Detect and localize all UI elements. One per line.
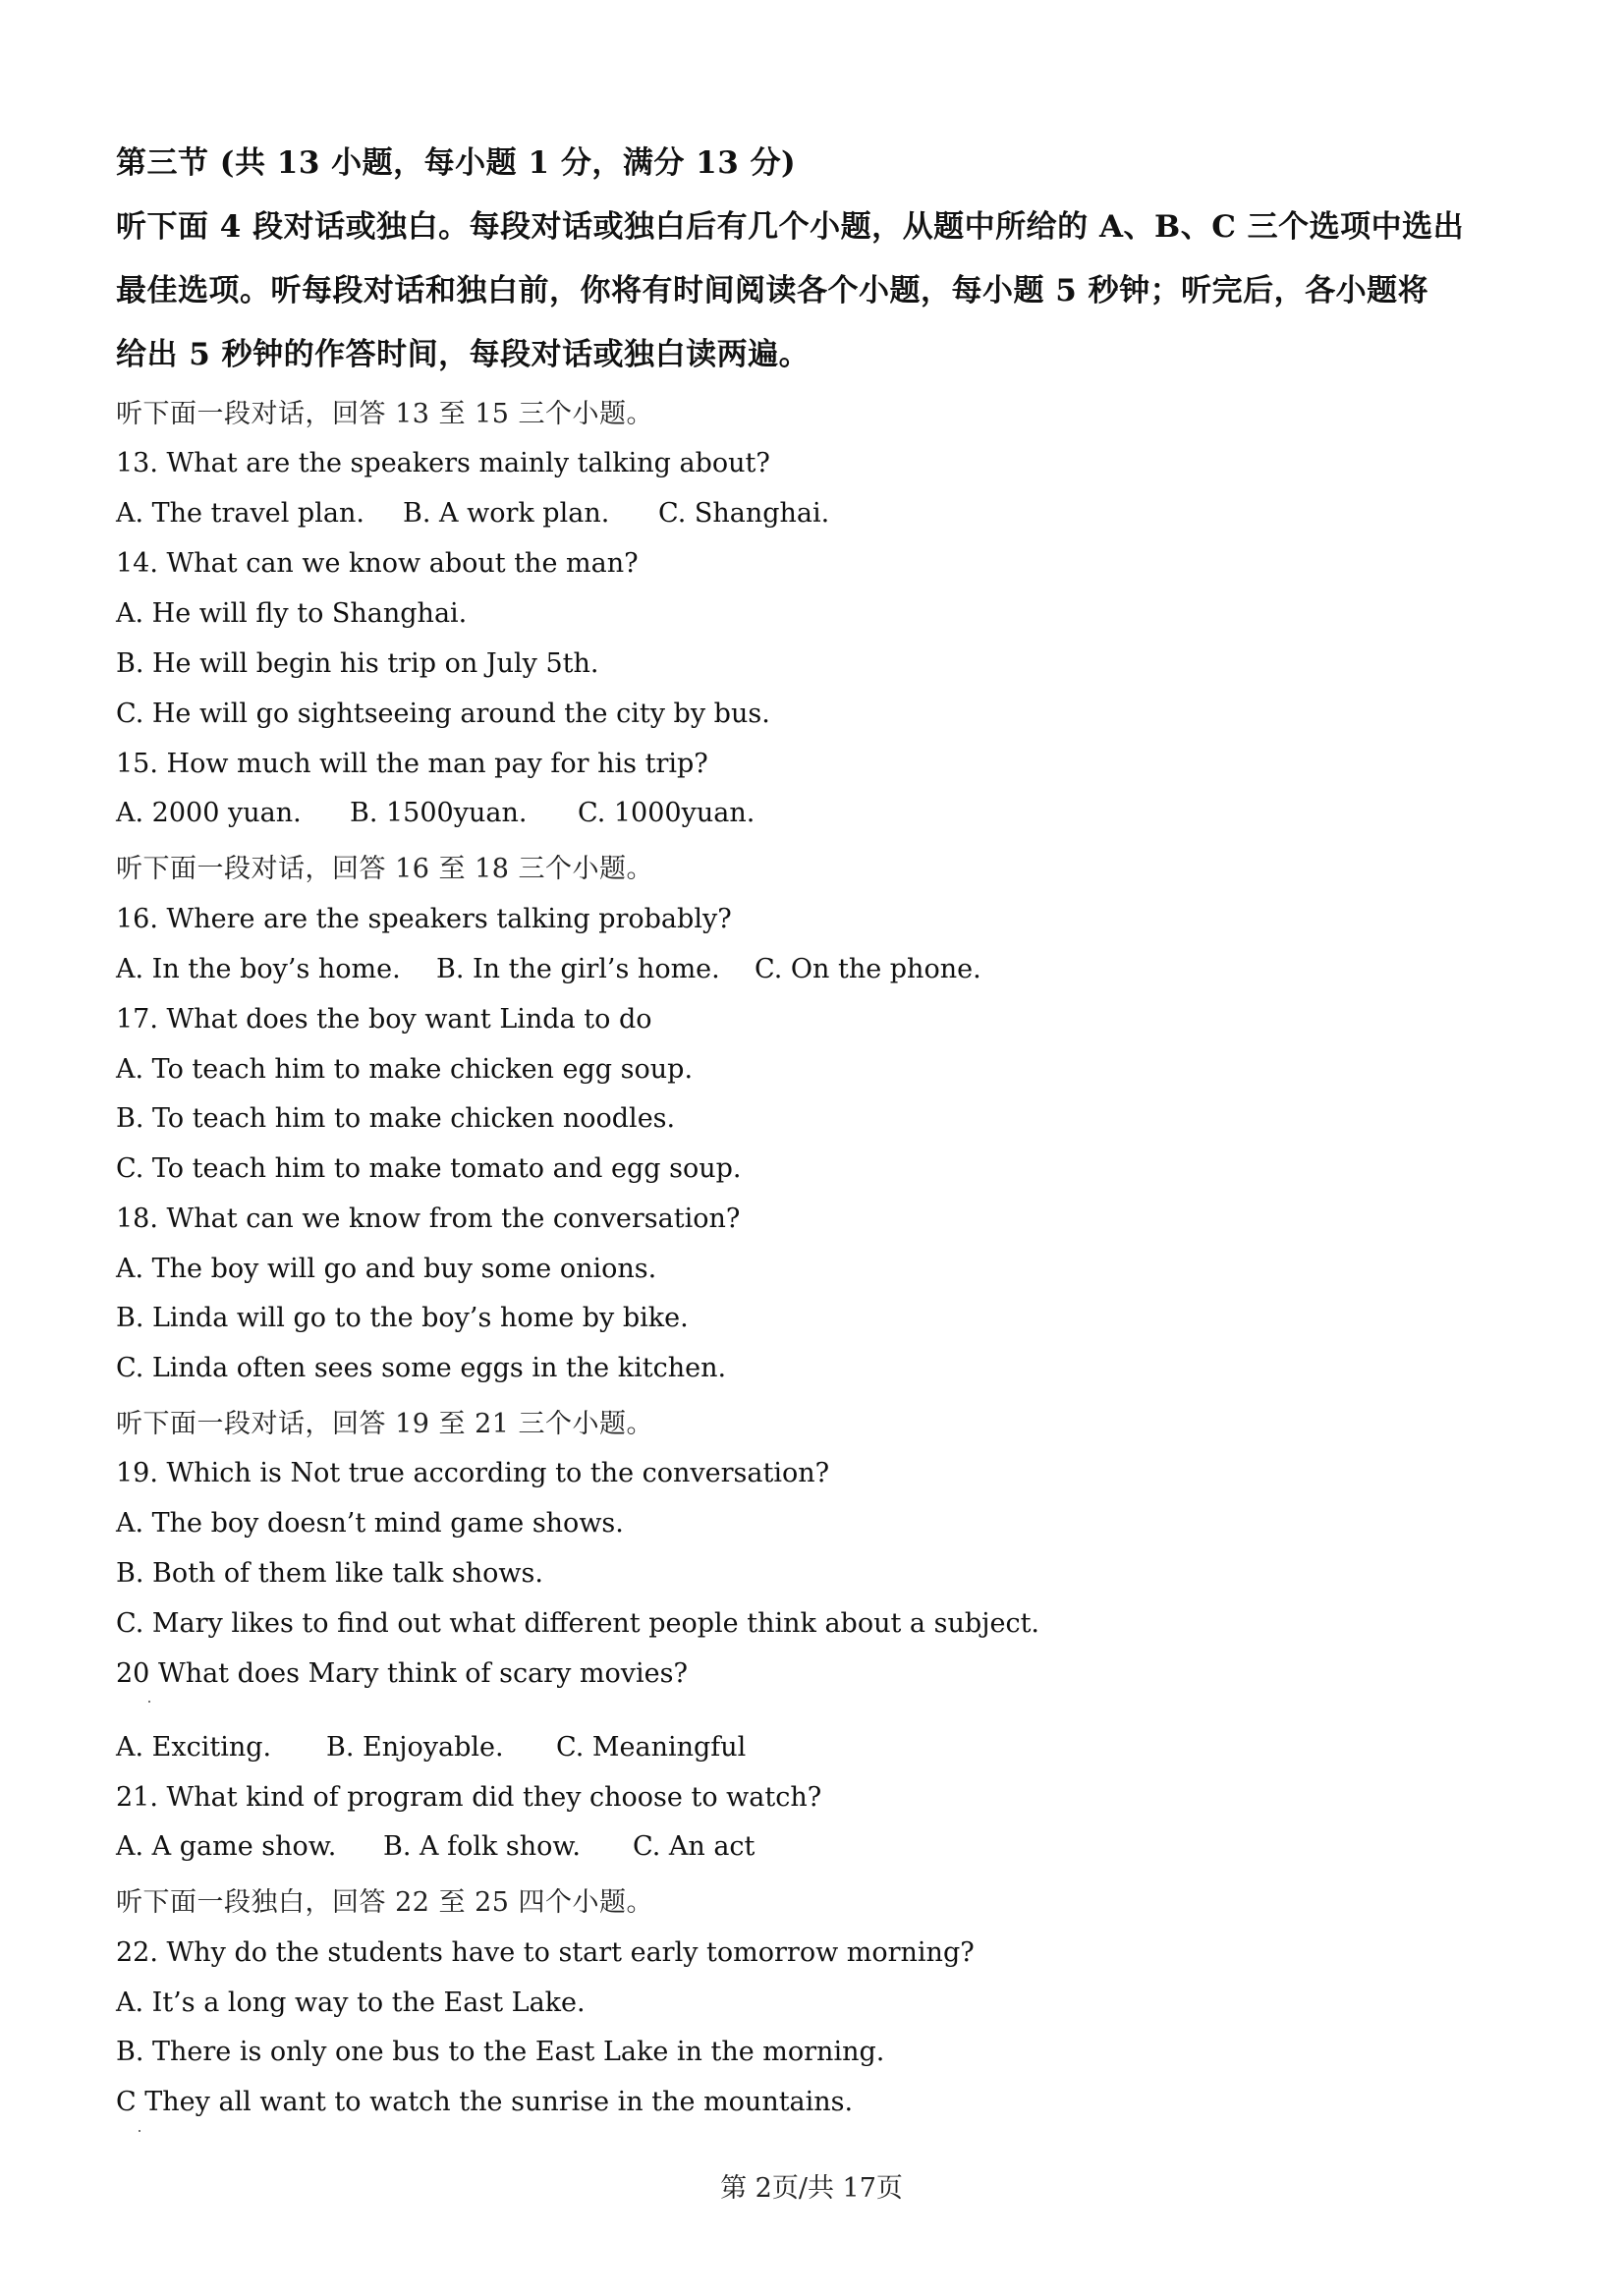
option-b: B. Linda will go to the boy’s home by bike. <box>116 1303 689 1333</box>
option-b: B. A folk show. <box>383 1831 581 1862</box>
option-c: C. On the phone. <box>755 954 981 984</box>
group-intro: 听下面一段对话，回答 19 至 21 三个小题。 <box>116 1409 654 1439</box>
option-b: B. There is only one bus to the East Lake in the morning. <box>116 2037 885 2067</box>
option-c: C. Meaningful <box>556 1732 747 1763</box>
option-b: B. To teach him to make chicken noodles. <box>116 1103 676 1134</box>
option-c: C. An act <box>633 1831 756 1862</box>
option-a: A. A game show. <box>116 1831 337 1862</box>
option-c: C. To teach him to make tomato and egg soup. <box>116 1153 742 1184</box>
question-stem: 18. What can we know from the conversation? <box>116 1204 741 1234</box>
group-intro: 听下面一段独白，回答 22 至 25 四个小题。 <box>116 1887 654 1918</box>
section-title: 第三节 (共 13 小题，每小题 1 分，满分 13 分) <box>116 145 797 181</box>
question-stem: 16. Where are the speakers talking probably? <box>116 904 732 934</box>
option-row <box>116 954 981 984</box>
option-a: A. The boy doesn’t mind game shows. <box>116 1508 624 1539</box>
option-b: B. He will begin his trip on July 5th. <box>116 648 599 679</box>
question-stem: 22. Why do the students have to start early tomorrow morning? <box>116 1937 975 1968</box>
option-row <box>116 1831 755 1862</box>
question-stem: 20 What does Mary think of scary movies? <box>116 1658 688 1689</box>
option-b: B. In the girl’s home. <box>436 954 720 984</box>
option-b: B. 1500yuan. <box>350 798 528 828</box>
question-stem: 17. What does the boy want Linda to do <box>116 1004 652 1035</box>
question-stem: 21. What kind of program did they choose to watch? <box>116 1782 822 1813</box>
option-c: C. Shanghai. <box>658 498 830 529</box>
question-stem: 13. What are the speakers mainly talking about? <box>116 448 770 478</box>
instruction-line-3: 给出 5 秒钟的作答时间，每段对话或独白读两遍。 <box>116 337 811 372</box>
question-stem: 19. Which is Not true according to the conversation? <box>116 1458 830 1488</box>
group-intro: 听下面一段对话，回答 16 至 18 三个小题。 <box>116 854 654 884</box>
page-footer: 第 2页/共 17页 <box>720 2173 903 2204</box>
option-a: A. Exciting. <box>116 1732 272 1763</box>
option-a: A. He will fly to Shanghai. <box>116 598 468 629</box>
question-stem: 14. What can we know about the man? <box>116 548 639 579</box>
option-b: B. Both of them like talk shows. <box>116 1558 543 1589</box>
option-a: A. 2000 yuan. <box>116 798 302 828</box>
option-c: C They all want to watch the sunrise in the mountains. <box>116 2087 854 2117</box>
option-b: B. Enjoyable. <box>326 1732 504 1763</box>
group-intro: 听下面一段对话，回答 13 至 15 三个小题。 <box>116 399 654 429</box>
option-row <box>116 1732 746 1763</box>
option-row <box>116 498 829 529</box>
ink-speck <box>148 1701 150 1703</box>
option-c: C. Mary likes to find out what different people think about a subject. <box>116 1608 1040 1639</box>
option-row <box>116 798 755 828</box>
option-a: A. To teach him to make chicken egg soup. <box>116 1054 694 1085</box>
option-c: C. Linda often sees some eggs in the kitchen. <box>116 1353 727 1383</box>
option-a: A. The travel plan. <box>116 498 364 529</box>
option-a: A. The boy will go and buy some onions. <box>116 1254 657 1284</box>
option-b: B. A work plan. <box>403 498 610 529</box>
option-c: C. 1000yuan. <box>578 798 756 828</box>
instruction-line-1: 听下面 4 段对话或独白。每段对话或独白后有几个小题，从题中所给的 A、B、C 三个选项中选出 <box>116 209 1465 245</box>
option-a: A. In the boy’s home. <box>116 954 401 984</box>
ink-speck <box>139 2130 140 2132</box>
option-c: C. He will go sightseeing around the city by bus. <box>116 699 770 729</box>
instruction-line-2: 最佳选项。听每段对话和独白前，你将有时间阅读各个小题，每小题 5 秒钟；听完后，各小题将 <box>116 273 1429 308</box>
question-stem: 15. How much will the man pay for his trip? <box>116 749 708 779</box>
option-a: A. It’s a long way to the East Lake. <box>116 1988 586 2018</box>
